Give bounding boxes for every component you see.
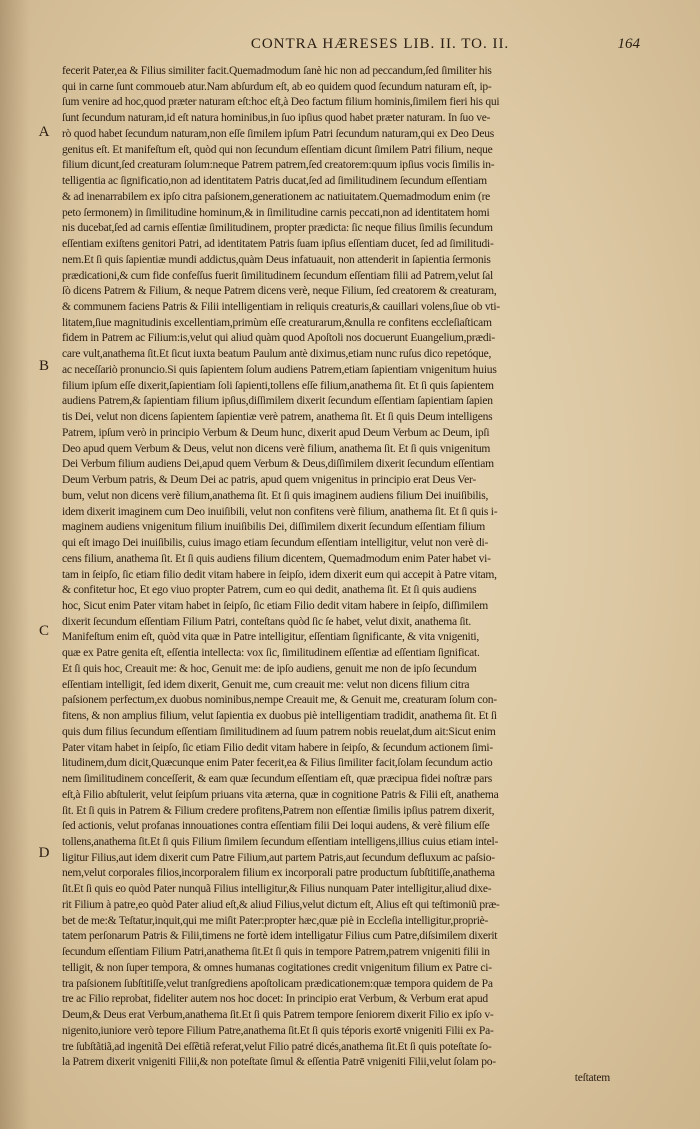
- text-line: bet de me:& Teſtatur,inquit,qui me miſit Pater:propter hæc,quæ piè in Eccleſia intelligitur,propriè-: [62, 914, 489, 927]
- text-line: eſſentiam intelligit, ſed idem dixerit, Genuit me, cum creauit me: velut non dicens filium citra: [62, 678, 470, 691]
- text-line: telligentia ac ſignificatio,non ad identitatem Patris ducat,ſed ad ſimilitudinem ſecundum eſſentiam: [62, 175, 487, 188]
- text-line: Deum Verbum patris, & Deum Dei ac patris, apud quem vnigenitus in principio erat Deus Ver-: [62, 474, 476, 487]
- margin-letter-c: C: [38, 623, 49, 639]
- text-line: ſit.Et ſi quis eo quòd Pater nunquã Filius intelligitur,& Filius nunquam Pater intelligitur,aliud dixe-: [62, 883, 492, 896]
- page-gutter-shadow: [0, 0, 30, 1129]
- text-line: bum, velut non dicens verè filium,anathema ſit. Et ſi quis imaginem audiens filium Dei inuiſibilis,: [62, 489, 489, 502]
- text-line: teſtatem: [574, 1072, 610, 1084]
- text-line: nem ſimilitudinem conceſſerit, & eam quæ ſecundum eſſentiam eſt, quæ præcipua fidei noſtræ pars: [62, 773, 493, 786]
- text-line: paſsionem perfectum,ex duobus nominibus,nempe Creauit me, & Genuit me, creaturam ſolum con-: [62, 694, 497, 707]
- text-line: ſunt ſecundum naturam,id eſt natura hominibus,in ſuo ipſius quod habet præter naturam. In ſuo ve-: [62, 112, 491, 125]
- text-line: qui eſt imago Dei inuiſibilis, cuius imago etiam ſecundum eſſentiam intelligitur, velut non verè di-: [62, 537, 489, 550]
- text-line: tra paſsionem ſubſtitiſſe,velut tranſgrediens apoſtolicam prædicationem:quæ tempora quidem de Pa: [62, 977, 493, 990]
- text-line: tre ſubſtãtiã,ad ingenitã Dei eſſẽtiã referat,velut Filio patré dicés,anathema ſit.Et ſi quis poteſtate ſo-: [62, 1040, 492, 1053]
- body-text: [62, 64, 650, 1084]
- text-line: Dei Verbum filium audiens Dei,apud quem Verbum & Deus,diſſimilem dixerit ſecundum eſſentiam: [62, 458, 494, 471]
- text-line: eſſentiam exiſtens genitori Patri, ad identitatem Patris ſuam ipſius eſſentiam ducet, ſed ad ſimilitudi-: [62, 238, 494, 251]
- text-line: nis ducebat,ſed ad carnis eſſentiæ ſimilitudinem, propter prædicta: ſic neque filius ſimilis ſecundum: [62, 222, 493, 235]
- text-line: filium ipſum eſſe dixerit,ſapientiam ſoli ſapienti,tollens eſſe filium,anathema ſit. Et ſi quis ſapientem: [62, 379, 494, 392]
- text-line: rò quod habet ſecundum naturam,non eſſe ſimilem ipſum Patri ſecundum naturam,qui ex Deo Deus: [62, 127, 495, 140]
- text-line: Patrem, ipſum verò in principio Verbum & Deum hunc, dixerit apud Deum Verbum ac Deum, ipſi: [62, 426, 490, 439]
- text-line: fecerit Pater,ea & Filius similiter facit.Quemadmodum ſanè hic non ad peccandum,ſed ſimiliter his: [62, 65, 492, 77]
- text-line: hoc, Sicut enim Pater vitam habet in ſeipſo, ſic etiam Filio dedit vitam habere in ſeipſo, diſſimilem: [62, 599, 488, 612]
- running-title: CONTRA HÆRESES LIB. II. TO. II.: [250, 36, 510, 52]
- text-line: & communem faciens Patris & Filii intelligentiam in reliquis creaturis,& cauillari volens,ſiue ob vti-: [62, 301, 500, 314]
- margin-letter-b: B: [38, 358, 49, 374]
- text-line: & confitetur hoc, Et ego viuo propter Patrem, cum eo qui dedit, anathema ſit. Et ſi quis audiens: [62, 584, 477, 597]
- text-line: fitens, & non amplius filium, velut ſapientia ex duobus piè intelligentiam tradidit, anathema ſit. Et ſi: [62, 710, 497, 723]
- text-line: Deum,& Deus erat Verbum,anathema ſit.Et ſi quis Patrem tempore ſeniorem dixerit Filio ex ipſo v-: [62, 1009, 494, 1022]
- text-line: Pater vitam habet in ſeipſo, ſic etiam Filio dedit vitam habere in ſeipſo, & ſecundum actionem ſimi-: [62, 741, 493, 754]
- text-line: nem,velut corporales filios,incorporalem filium ex incorporali patre productum ſubſtitiſſe,anathema: [62, 867, 495, 880]
- text-line: fidem in Patrem ac Filium:is,velut qui aliud quàm quod Apoſtoli nos docuerunt Euangelium,prædi-: [62, 332, 495, 345]
- text-line: tollens,anathema ſit.Et ſi quis Filium ſimilem ſecundum eſſentiam intelligens,illius cuius etiam intel-: [62, 835, 499, 848]
- text-line: idem dixerit imaginem cum Deo inuiſibili, velut non confitens verè filium, anathema ſit. Et ſi quis i-: [62, 505, 498, 518]
- text-line: qui in carne ſunt commoueb atur.Nam abſurdum eſt, ab eo quidem quod ſecundum naturam eſt, ip-: [62, 80, 492, 93]
- text-line: eſt,à Filio abſtulerit, velut ſeipſum priuans vita æterna, quæ in cognitione Patris & Filii eſt, anathema: [62, 788, 499, 801]
- text-line: ac neceſſariò pronuncio.Si quis ſapientem ſolum audiens Patrem,etiam ſapientiam vnigenitum huius: [62, 363, 497, 376]
- text-line: & ad inenarrabilem ex ipſo citra paſsionem,generationem ac natiuitatem.Quemadmodum enim (re: [62, 190, 491, 203]
- text-line: rit Filium à patre,eo quòd Pater aliud eſt,& aliud Filius,velut dictum eſt, Alius eſt qui teſtimoniũ præ-: [62, 898, 500, 911]
- text-line: ſum venire ad hoc,quod præter naturam eſt:hoc eſt,à Deo factum filium hominis,ſimilem fieri his qui: [62, 96, 500, 109]
- margin-letter-a: A: [38, 124, 50, 140]
- margin-letter-d: D: [38, 845, 50, 861]
- text-line: quæ ex Patre genita eſt, eſſentia intellecta: vox ſic, ſimilitudinem eſſentiæ ad eſſentiam ſignificat.: [62, 647, 480, 660]
- text-line: quis dum filius ſecundum eſſentiam ſimilitudinem ad ſuum patrem nobis reuelat,dum ait:Sicut enim: [62, 725, 496, 738]
- text-line: Et ſi quis hoc, Creauit me: & hoc, Genuit me: de ipſo audiens, genuit me non de ipſo ſecundum: [62, 662, 477, 675]
- text-line: tre ac Filio reprobat, fideliter autem nos hoc docet: In principio erat Verbum, & Verbum erat apud: [62, 993, 488, 1006]
- text-line: genitus eſt. Et manifeſtum eſt, quòd qui non ſecundum eſſentiam dicunt ſimilem Patri filium, neque: [62, 143, 493, 156]
- text-line: Manifeſtum enim eſt, quòd vita quæ in Patre intelligitur, eſſentiam ſignificante, & vita vnigeniti,: [62, 631, 480, 644]
- text-line: ſit. Et ſi quis in Patrem & Filium credere profitens,Patrem non eſſentiæ ſimilis ipſius patrem dixerit,: [62, 804, 495, 817]
- text-line: cens filium, anathema ſit. Et ſi quis audiens filium dicentem, Quemadmodum enim Pater habet vi-: [62, 552, 491, 565]
- text-line: filium dicunt,ſed creaturam ſolum:neque Patrem patrem,ſed creatorem:quum ipſius vocis ſimilis in-: [62, 159, 495, 172]
- text-line: ſò dicens Patrem & Filium, & neque Patrem dicens verè, neque Filium, ſed creatorem & creaturam,: [62, 285, 497, 298]
- text-line: peto ſermonem) in ſimilitudine hominum,& in ſimilitudine carnis peccati,non ad identitatem homi: [62, 206, 490, 219]
- text-line: telligit, & non ſuper tempora, & omnes humanas cogitationes credit vnigenitum filium ex Patre ci-: [62, 961, 492, 974]
- text-line: litatem,ſiue magnitudinis excellentiam,primùm eſſe creaturarum,&nulla re confitens eccleſiaſticam: [62, 316, 492, 329]
- text-line: nigenito,iuniore verò tepore Filium Patre,anathema ſit.Et ſi quis téporis exortē vnigeniti Filii ex Pa-: [62, 1024, 494, 1037]
- text-line: ligitur Filius,aut idem dixerit cum Patre Filium,aut partem Patris,aut ſecundum defluxum ac paſsio-: [62, 851, 495, 864]
- text-line: la Patrem dixerit vnigeniti Filii,& non poteſtate ſimul & eſſentia Patrē vnigeniti Filii,velut ſolam po-: [62, 1056, 496, 1069]
- text-line: ſed actionis, velut profanas innouationes contra eſſentiam filii Dei loqui audens, & verè filium eſſe: [62, 820, 490, 833]
- text-line: dixerit ſecundum eſſentiam Filium Patri, conteſtans quòd ſic ſe habet, velut dixit, anathema ſit.: [62, 615, 471, 628]
- text-line: Deo apud quem Verbum & Deus, velut non dicens verè filium, anathema ſit. Et ſi quis vnigenitum: [62, 442, 491, 455]
- text-line: ſecundum eſſentiam Filium Patri,anathema ſit.Et ſi quis in tempore Patrem,patrem vnigeniti filii in: [62, 946, 490, 959]
- text-line: litudinem,dum dicit,Quæcunque enim Pater fecerit,ea & Filius ſimiliter facit,ſolam ſecundum actio: [62, 757, 493, 770]
- text-line: nem.Et ſi quis ſapientiæ mundi addictus,quàm Deus infatuauit, non attenderit in ſapientia ſermonis: [62, 253, 491, 266]
- text-line: tam in ſeipſo, ſic etiam filio dedit vitam habere in ſeipſo, idem dixerit eum qui accepit à Patre vitam,: [62, 568, 497, 581]
- text-line: maginem audiens vnigenitum filium inuiſibilis Dei, diſſimilem dixerit ſecundum eſſentiam filium: [62, 521, 485, 534]
- text-line: tis Dei, velut non dicens ſapientem ſapientiæ verè patrem, anathema ſit. Et ſi quis Deum intelligens: [62, 411, 493, 424]
- text-line: care vult,anathema ſit.Et ſicut iuxta beatum Paulum antè diximus,etiam nunc ruſus dico repetóque,: [62, 348, 492, 361]
- page-number: 164: [617, 36, 640, 52]
- text-line: tatem perſonarum Patris & Filii,timens ne fortè idem intelligatur Filius cum Patre,diſsimilem dixerit: [62, 930, 498, 943]
- text-line: prædicationi,& cum fide confeſſus fuerit ſimilitudinem ſecundum eſſentiam filii ad Patrem,velut ſal: [62, 269, 493, 282]
- text-line: audiens Patrem,& ſapientiam filium ipſius,diſſimilem dixerit ſecundum eſſentiam ſapientiam ſapien: [62, 395, 493, 408]
